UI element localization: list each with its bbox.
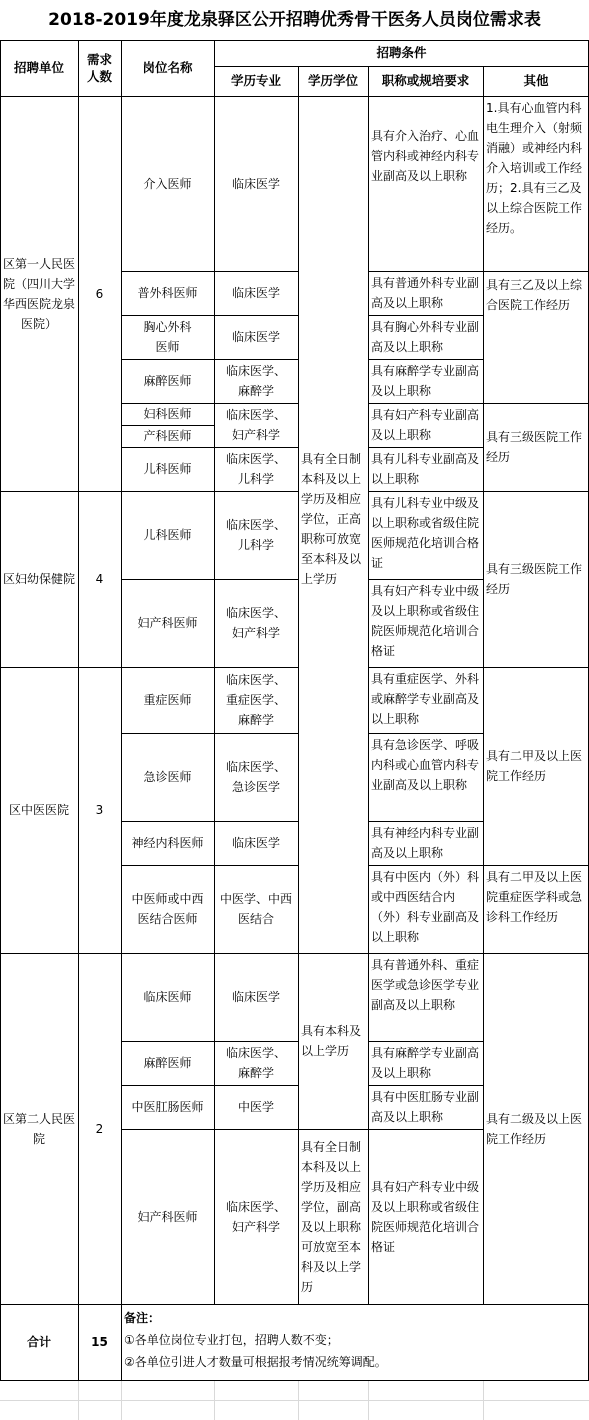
table-border <box>0 1304 589 1305</box>
table-border <box>121 1129 483 1130</box>
spreadsheet-gridline <box>298 1380 299 1420</box>
major: 临床医学、儿科学 <box>225 452 286 486</box>
degree-requirement: 具有全日制本科及以上学历及相应学位，副高及以上职称可放宽至本科及以上学历 <box>301 1139 362 1294</box>
table-border <box>368 66 369 1304</box>
spreadsheet-gridline <box>0 1400 589 1401</box>
other-requirement: 具有二级及以上医院工作经历 <box>486 1111 583 1146</box>
table-border <box>0 667 298 668</box>
major: 临床医学 <box>231 286 280 300</box>
major: 临床医学、儿科学 <box>225 518 286 552</box>
degree-requirement: 具有本科及以上学历 <box>301 1024 362 1058</box>
degree-requirement: 具有全日制本科及以上学历及相应学位，正高职称可放宽至本科及以上学历 <box>301 452 362 586</box>
major: 临床医学 <box>231 836 280 850</box>
header-degree: 学历学位 <box>307 73 358 88</box>
major: 临床医学、妇产科学 <box>225 408 286 442</box>
table-border <box>368 733 483 734</box>
table-border <box>121 865 298 866</box>
title-requirement: 具有妇产科专业中级及以上职称或省级住院医师规范化培训合格证 <box>371 1179 480 1254</box>
major: 临床医学 <box>231 990 280 1004</box>
title-requirement: 具有中医肛肠专业副高及以上职称 <box>371 1090 480 1124</box>
table-border <box>121 40 122 1380</box>
table-border <box>121 447 298 448</box>
spreadsheet-gridline <box>214 1380 215 1420</box>
title-requirement: 具有麻醉学专业副高及以上职称 <box>371 364 480 398</box>
other-requirement: 具有三乙及以上综合医院工作经历 <box>486 278 583 312</box>
table-border <box>78 40 79 1380</box>
major: 临床医学、急诊医学 <box>225 760 286 794</box>
position-name: 胸心外科医师 <box>143 320 192 354</box>
position-name: 重症医师 <box>143 693 192 707</box>
table-border <box>121 425 214 426</box>
table-border <box>368 491 589 492</box>
table-border <box>368 579 483 580</box>
other-requirement: 具有三级医院工作经历 <box>486 430 583 464</box>
table-border <box>121 271 298 272</box>
table-border <box>121 403 298 404</box>
table-border <box>214 66 589 67</box>
table-border <box>121 733 298 734</box>
position-name: 儿科医师 <box>143 462 192 476</box>
total-label: 合计 <box>26 1335 51 1349</box>
title-requirement: 具有儿科专业中级及以上职称或省级住院医师规范化培训合格证 <box>371 496 480 570</box>
table-border <box>0 491 298 492</box>
major: 临床医学、妇产科学 <box>225 1199 286 1234</box>
position-name: 介入医师 <box>143 176 192 191</box>
title-requirement: 具有妇产科专业中级及以上职称或省级住院医师规范化培训合格证 <box>371 584 480 658</box>
position-name: 妇产科医师 <box>137 616 198 630</box>
notes-title: 备注： <box>124 1311 161 1325</box>
position-name: 妇产科医师 <box>137 1209 198 1224</box>
major: 临床医学 <box>231 330 280 344</box>
table-border <box>368 865 589 866</box>
table-border <box>121 359 298 360</box>
major: 临床医学 <box>231 176 280 191</box>
table-border <box>368 821 483 822</box>
header-position: 岗位名称 <box>142 60 193 75</box>
other-requirement: 1.具有心血管内科电生理介入（射频消融）或神经内科介入培训或工作经历；2.具有三乙及以上综合医院工作经历。 <box>486 101 583 235</box>
position-name: 中医肛肠医师 <box>131 1100 204 1114</box>
title-requirement: 具有麻醉学专业副高及以上职称 <box>371 1046 480 1080</box>
header-major: 学历专业 <box>230 73 281 88</box>
title-requirement: 具有普通外科专业副高及以上职称 <box>371 276 480 310</box>
position-name: 麻醉医师 <box>143 1056 192 1070</box>
title-requirement: 具有儿科专业副高及以上职称 <box>371 452 480 486</box>
table-border <box>368 271 589 272</box>
other-requirement: 具有二甲及以上医院重症医学科或急诊科工作经历 <box>486 870 583 924</box>
position-name: 儿科医师 <box>143 528 192 542</box>
title-requirement: 具有神经内科专业副高及以上职称 <box>371 826 480 860</box>
position-name: 妇科医师 <box>143 407 192 421</box>
unit-count: 4 <box>95 572 104 586</box>
table-border <box>368 403 589 404</box>
position-name: 中医师或中西医结合医师 <box>131 892 204 926</box>
major: 中医学、中西医结合 <box>219 892 292 926</box>
major: 临床医学、重症医学、麻醉学 <box>225 673 286 727</box>
table-border <box>0 96 589 97</box>
major: 临床医学、妇产科学 <box>225 606 286 640</box>
header-unit: 招聘单位 <box>13 60 64 75</box>
table-border <box>0 40 589 41</box>
title-requirement: 具有胸心外科专业副高及以上职称 <box>371 320 480 354</box>
major: 临床医学、麻醉学 <box>225 364 286 398</box>
header-other: 其他 <box>523 73 549 88</box>
note-1: ①各单位岗位专业打包，招聘人数不变； <box>124 1333 339 1347</box>
table-border <box>0 953 589 954</box>
table-border <box>0 1380 589 1381</box>
table-border <box>121 1085 298 1086</box>
table-border <box>368 315 483 316</box>
table-border <box>368 447 483 448</box>
table-border <box>214 40 215 1304</box>
table-border <box>298 66 299 1304</box>
table-border <box>121 579 298 580</box>
spreadsheet-gridline <box>78 1380 79 1420</box>
position-name: 普外科医师 <box>137 286 198 300</box>
table-border <box>368 1085 483 1086</box>
title-requirement: 具有普通外科、重症医学或急诊医学专业副高及以上职称 <box>371 958 480 1012</box>
page-title: 2018-2019年度龙泉驿区公开招聘优秀骨干医务人员岗位需求表 <box>48 10 541 30</box>
title-requirement: 具有重症医学、外科或麻醉学专业副高及以上职称 <box>371 672 480 726</box>
unit-count: 2 <box>95 1121 104 1136</box>
header-conditions: 招聘条件 <box>376 45 427 60</box>
title-requirement: 具有急诊医学、呼吸内科或心血管内科专业副高及以上职称 <box>371 738 480 792</box>
unit-name: 区第二人民医院 <box>2 1111 75 1146</box>
table-border <box>368 1041 483 1042</box>
position-name: 产科医师 <box>143 429 192 443</box>
table-border <box>0 40 1 1380</box>
title-requirement: 具有中医内（外）科或中西医结合内（外）科专业副高及以上职称 <box>371 870 480 944</box>
spreadsheet-gridline <box>483 1380 484 1420</box>
total-count: 15 <box>91 1335 108 1349</box>
unit-name: 区第一人民医院（四川大学华西医院龙泉医院） <box>2 256 75 331</box>
table-border <box>483 66 484 1304</box>
position-name: 神经内科医师 <box>131 836 204 850</box>
header-count: 需求人数 <box>86 52 112 84</box>
other-requirement: 具有二甲及以上医院工作经历 <box>486 749 583 783</box>
unit-count: 3 <box>95 803 104 817</box>
unit-name: 区中医医院 <box>8 803 69 817</box>
note-2: ②各单位引进人才数量可根据报考情况统筹调配。 <box>124 1355 387 1369</box>
title-requirement: 具有妇产科专业副高及以上职称 <box>371 408 480 442</box>
unit-count: 6 <box>95 286 104 301</box>
table-border <box>121 821 298 822</box>
header-title-req: 职称或规培要求 <box>381 73 470 88</box>
major: 中医学 <box>237 1100 274 1114</box>
title-requirement: 具有介入治疗、心血管内科或神经内科专业副高及以上职称 <box>371 129 480 183</box>
table-border <box>368 359 483 360</box>
major: 临床医学、麻醉学 <box>225 1046 286 1080</box>
spreadsheet-gridline <box>121 1380 122 1420</box>
unit-name: 区妇幼保健院 <box>2 572 75 586</box>
table-border <box>121 315 298 316</box>
table-border <box>368 667 589 668</box>
spreadsheet-gridline <box>368 1380 369 1420</box>
table-border <box>121 1041 298 1042</box>
position-name: 临床医师 <box>143 990 192 1004</box>
other-requirement: 具有三级医院工作经历 <box>486 562 583 596</box>
position-name: 麻醉医师 <box>143 374 192 388</box>
position-name: 急诊医师 <box>143 770 192 784</box>
